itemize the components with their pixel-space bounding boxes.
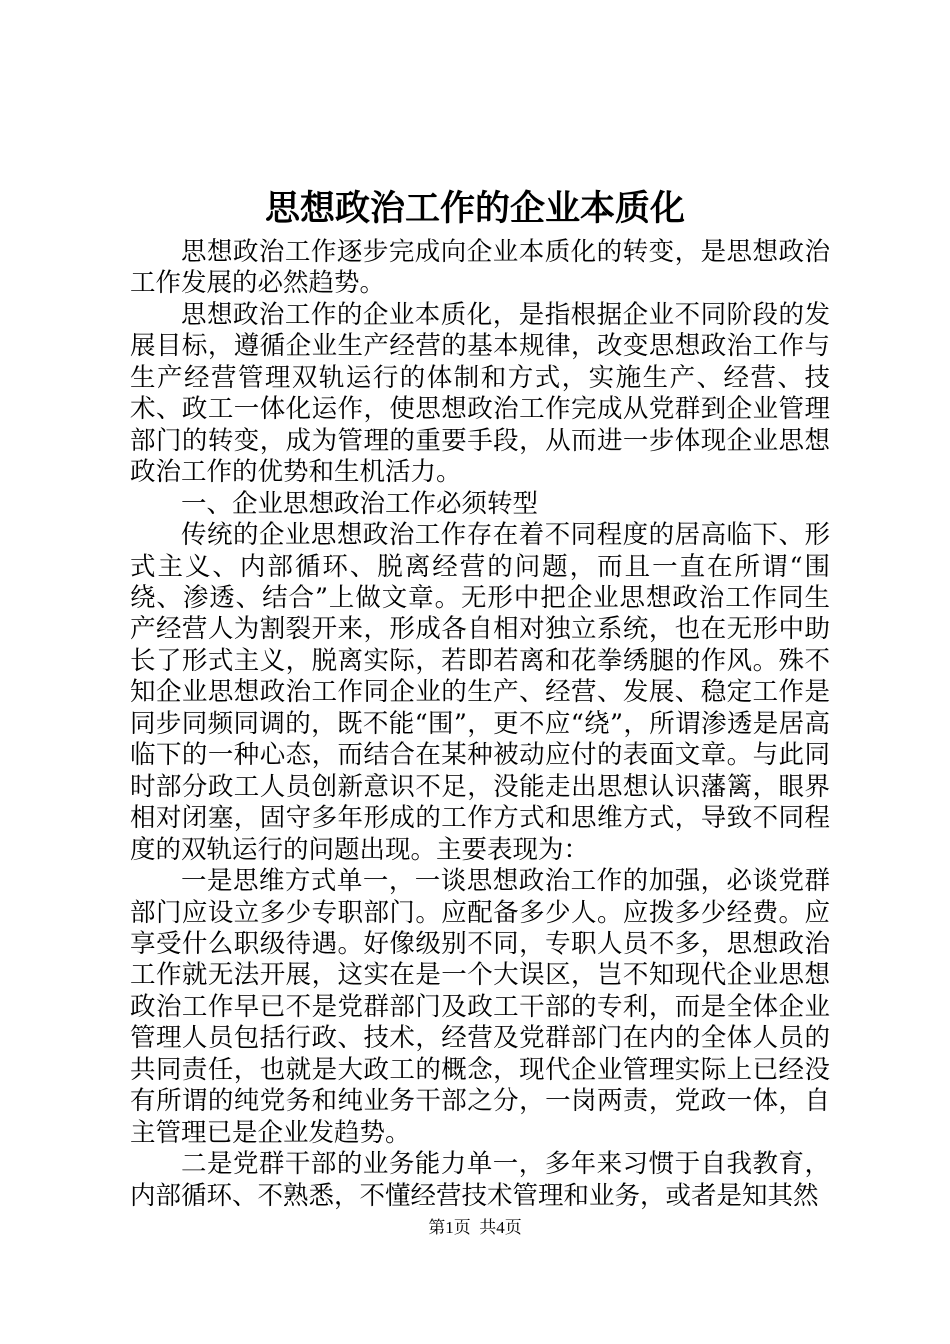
document-body: [130, 237, 830, 1212]
paragraph-traditional-work: 传统的企业思想政治工作存在着不同程度的居高临下、形式主义、内部循环、脱离经营的问题，而且一直在所谓“围绕、渗透、结合”上做文章。无形中把企业思想政治工作同生产经营人为割裂开来，形成各自相对独立系统，也在无形中助长了形式主义，脱离实际，若即若离和花拳绣腿的作风。殊不知企业思想政治工作同企业的生产、经营、发展、稳定工作是同步同频同调的，既不能“围”，更不应“绕”，所谓渗透是居高临下的一种心态，而结合在某种被动应付的表面文章。与此同时部分政工人员创新意识不足，没能走出思想认识藩篱，眼界相对闭塞，固守多年形成的工作方式和思维方式，导致不同程度的双轨运行的问题出现。主要表现为：: [130, 520, 830, 865]
section-heading-1: 一、企业思想政治工作必须转型: [181, 488, 539, 519]
paragraph-point-one: 一是思维方式单一，一谈思想政治工作的加强，必谈党群部门应设立多少专职部门。应配备多少人。应拨多少经费。应享受什么职级待遇。好像级别不同，专职人员不多，思想政治工作就无法开展，这实在是一个大误区，岂不知现代企业思想政治工作早已不是党群部门及政工干部的专利，而是全体企业管理人员包括行政、技术，经营及党群部门在内的全体人员的共同责任，也就是大政工的概念，现代企业管理实际上已经没有所谓的纯党务和纯业务干部之分，一岗两责，党政一体，自主管理已是企业发趋势。: [130, 866, 830, 1148]
page-number: 第1页: [428, 1218, 471, 1237]
page-total: 共4页: [479, 1218, 522, 1237]
paragraph-definition: 思想政治工作的企业本质化，是指根据企业不同阶段的发展目标，遵循企业生产经营的基本规律，改变思想政治工作与生产经营管理双轨运行的体制和方式，实施生产、经营、技术、政工一体化运作，使思想政治工作完成从党群到企业管理部门的转变，成为管理的重要手段，从而进一步体现企业思想政治工作的优势和生机活力。: [130, 299, 830, 488]
paragraph-intro: 思想政治工作逐步完成向企业本质化的转变，是思想政治工作发展的必然趋势。: [130, 237, 830, 299]
paragraph-point-two: 二是党群干部的业务能力单一，多年来习惯于自我教育，内部循环、不熟悉，不懂经营技术管理和业务，或者是知其然: [130, 1149, 830, 1211]
page-footer: [0, 1216, 950, 1240]
document-title: 思想政治工作的企业本质化: [264, 188, 685, 229]
